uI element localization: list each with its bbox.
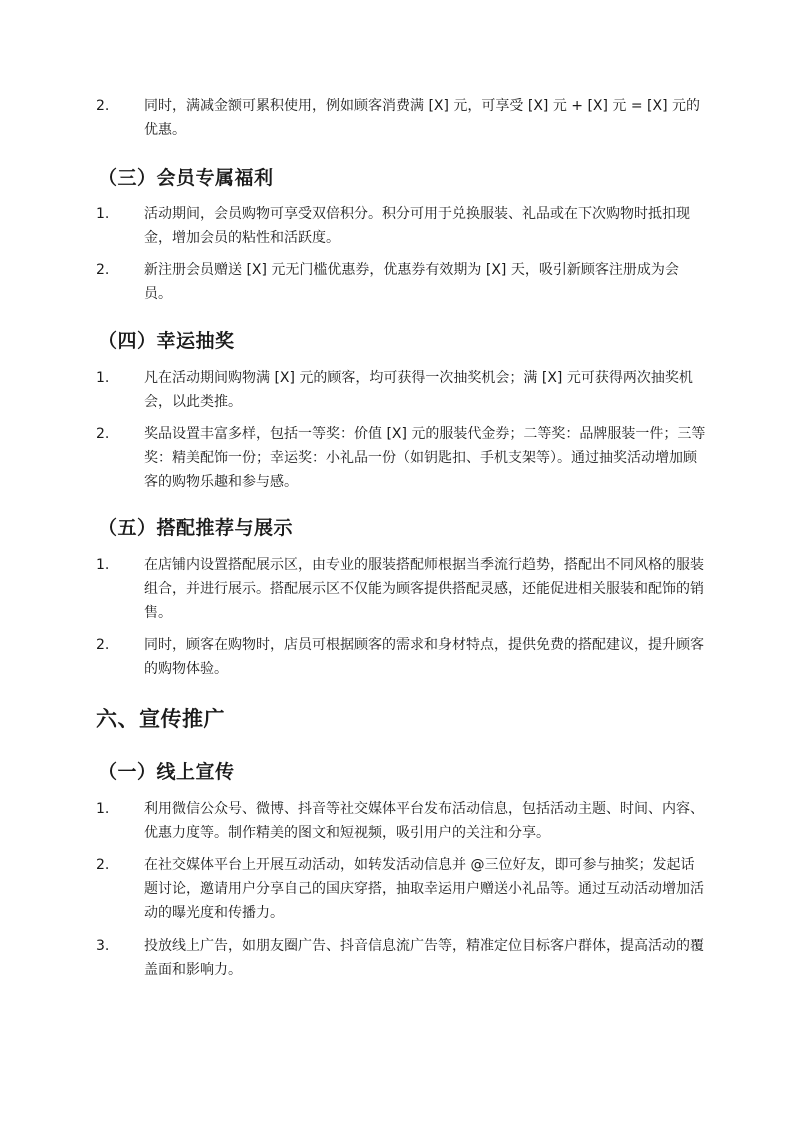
list-item [96, 853, 706, 925]
list-item [96, 934, 706, 982]
chapter-heading-promotion: 六、宣传推广 [96, 707, 225, 731]
section-heading-online-promotion: （一）线上宣传 [98, 761, 235, 783]
list-text: 奖品设置丰富多样，包括一等奖：价值 [X] 元的服装代金券；二等奖：品牌服装一件；三等奖：精美配饰一份；幸运奖：小礼品一份（如钥匙扣、手机支架等）。通过抽奖活动增加顾客的购物乐趣和参与感。 [144, 426, 706, 490]
list-number: 1. [96, 557, 110, 573]
list-item [96, 633, 706, 681]
list-item [96, 366, 706, 414]
list-item [96, 553, 706, 625]
list-text: 新注册会员赠送 [X] 元无门槛优惠券，优惠券有效期为 [X] 天，吸引新顾客注册成为会员。 [144, 262, 679, 302]
list-text: 同时，顾客在购物时，店员可根据顾客的需求和身材特点，提供免费的搭配建议，提升顾客的购物体验。 [144, 637, 704, 677]
section-heading-lucky-draw: （四）幸运抽奖 [98, 330, 235, 352]
list-number: 3. [96, 938, 110, 954]
list-number: 1. [96, 801, 110, 817]
list-number: 2. [96, 98, 110, 114]
list-number: 2. [96, 857, 110, 873]
list-number: 2. [96, 262, 110, 278]
list-text: 活动期间，会员购物可享受双倍积分。积分可用于兑换服装、礼品或在下次购物时抵扣现金，增加会员的粘性和活跃度。 [144, 206, 690, 246]
list-text: 在社交媒体平台上开展互动活动，如转发活动信息并 @三位好友，即可参与抽奖；发起话题讨论，邀请用户分享自己的国庆穿搭，抽取幸运用户赠送小礼品等。通过互动活动增加活动的曝光度和传播力。 [144, 857, 704, 921]
list-text: 投放线上广告，如朋友圈广告、抖音信息流广告等，精准定位目标客户群体，提高活动的覆盖面和影响力。 [144, 938, 704, 978]
list-item [96, 94, 706, 142]
list-item [96, 422, 706, 494]
list-text: 在店铺内设置搭配展示区，由专业的服装搭配师根据当季流行趋势，搭配出不同风格的服装组合，并进行展示。搭配展示区不仅能为顾客提供搭配灵感，还能促进相关服装和配饰的销售。 [144, 557, 704, 621]
section-heading-outfit-display: （五）搭配推荐与展示 [98, 517, 294, 539]
list-item [96, 797, 706, 845]
list-text: 同时，满减金额可累积使用，例如顾客消费满 [X] 元，可享受 [X] 元 + [X] 元 = [X] 元的优惠。 [144, 98, 701, 138]
list-item [96, 202, 706, 250]
list-number: 2. [96, 426, 110, 442]
list-number: 2. [96, 637, 110, 653]
list-item [96, 258, 706, 306]
list-number: 1. [96, 370, 110, 386]
list-number: 1. [96, 206, 110, 222]
section-heading-member-benefits: （三）会员专属福利 [98, 167, 274, 189]
list-text: 利用微信公众号、微博、抖音等社交媒体平台发布活动信息，包括活动主题、时间、内容、优惠力度等。制作精美的图文和短视频，吸引用户的关注和分享。 [144, 801, 704, 841]
list-text: 凡在活动期间购物满 [X] 元的顾客，均可获得一次抽奖机会；满 [X] 元可获得两次抽奖机会，以此类推。 [144, 370, 693, 410]
